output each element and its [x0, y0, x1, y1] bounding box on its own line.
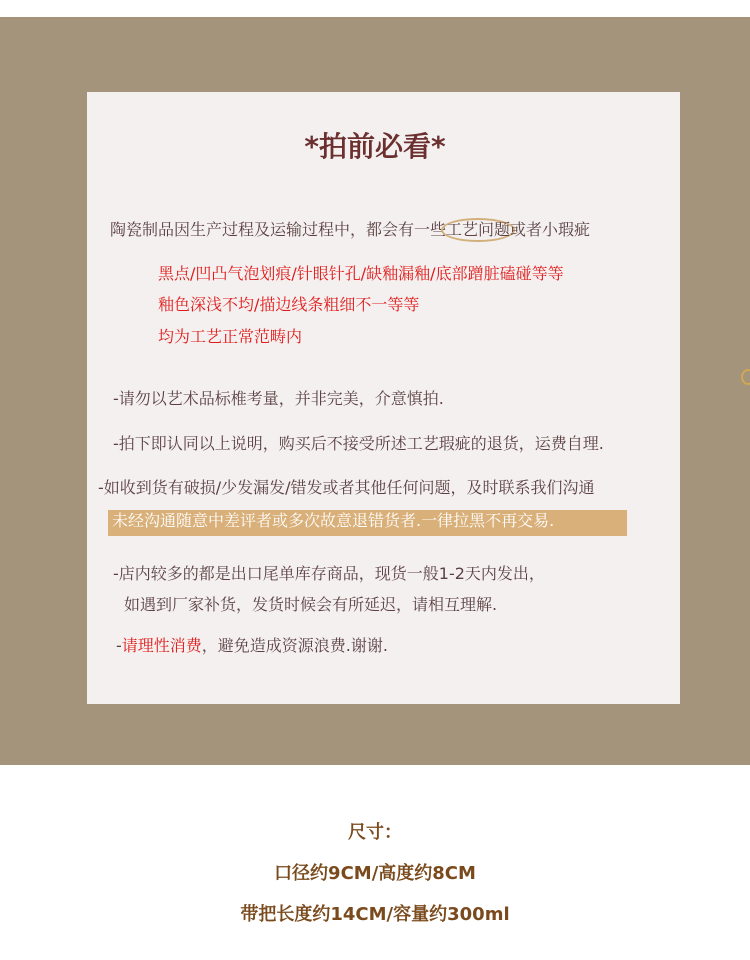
- spec-line-1: 口径约9CM/高度约8CM: [274, 863, 476, 884]
- rule-line-1: -请勿以艺术品标椎考量，并非完美，介意慎拍.: [113, 389, 444, 408]
- intro-text-before: 陶瓷制品因生产过程及运输过程中，都会有一些: [110, 220, 447, 239]
- notice-intro: [110, 220, 590, 239]
- last-rule-accent: 请理性消费: [121, 636, 202, 655]
- last-rule-rest: ，避免造成资源浪费.谢谢.: [201, 636, 388, 655]
- intro-text-after: 或者小瑕疵: [510, 220, 591, 239]
- defect-list-line-2: 釉色深浅不均/描边线条粗细不一等等: [158, 295, 420, 314]
- rule-line-7: [116, 636, 388, 655]
- rule-line-5: -店内较多的都是出口尾单库存商品，现货一般1-2天内发出，: [113, 564, 545, 583]
- defect-list-line-1: 黑点/凹凸气泡划痕/针眼针孔/缺釉漏釉/底部蹭脏磕碰等等: [158, 264, 564, 283]
- rule-line-3: -如收到货有破损/少发漏发/错发或者其他任何问题，及时联系我们沟通: [98, 478, 595, 497]
- warning-highlight-bar: 未经沟通随意中差评者或多次故意退错货者.一律拉黑不再交易.: [108, 510, 627, 536]
- rule-line-6: 如遇到厂家补货，发货时候会有所延迟，请相互理解.: [124, 595, 498, 614]
- spec-title: 尺寸：: [348, 822, 402, 843]
- rule-line-2: -拍下即认同以上说明，购买后不接受所述工艺瑕疵的退货，运费自理.: [113, 434, 604, 453]
- last-rule-prefix: -: [116, 636, 122, 655]
- intro-circled-phrase: 工艺问题: [441, 218, 515, 242]
- notice-title: *拍前必看*: [304, 130, 446, 163]
- side-ring-mark: [741, 369, 750, 385]
- spec-line-2: 带把长度约14CM/容量约300ml: [240, 904, 510, 925]
- defect-list-line-3: 均为工艺正常范畴内: [158, 327, 303, 346]
